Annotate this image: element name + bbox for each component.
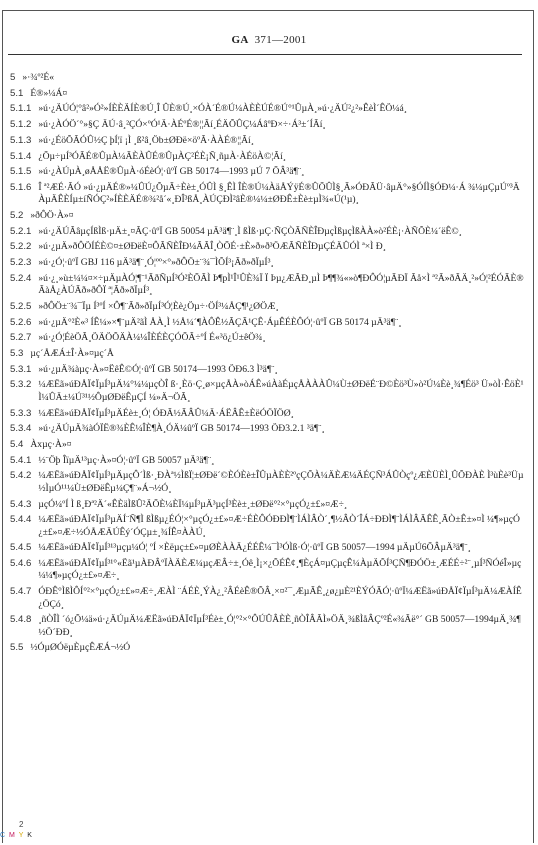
section-number: 5.3.1 <box>10 363 32 375</box>
mark-cyan: C <box>0 832 7 839</box>
section-entry <box>10 586 526 611</box>
section-entry <box>10 642 526 654</box>
section-entry <box>10 257 526 269</box>
section-text: ¸ñÒÎÌ ´ó¿Õ¼ä»ú·¿ÄÚµÄ¼ÆËã»úÐÅÏ¢ÏµÍ³Éè±¸Ó¦°²×°ÔÚÛÂÈÈ¸ñÒÎÂÃÌ»ÖÄ¸¾ßÌåÂÇº²É«¾Ãë°´ GB 50057—1994µÄ¸¾¶½Ö´ÐÐ¸ <box>38 614 521 638</box>
section-number: 5.3.3 <box>10 407 32 419</box>
section-entry <box>10 614 526 639</box>
page-header <box>0 34 538 46</box>
section-entry <box>10 88 526 100</box>
section-number: 5.3.4 <box>10 423 32 435</box>
mark-yellow: Y <box>18 832 25 839</box>
section-text: »ú·¿ÀÓÖ´°»§Ç ÄÚ·â¸²ÇÓ×ºÓ¹Ä·ÀÉºÉ®¦¦Ãí¸ÉÄÕÛÇ¼ÁâºÐ×÷·Á³±´ÍÃí¸ <box>38 119 326 131</box>
document-body <box>10 72 526 658</box>
section-text: »ú·¿ÄÚµÄ¾àÓÏË®¾ÈÊ¼ÎÈ¶À¸ÓÄ¼ûºÏ GB 50174—1993 ÖÐ3.2.1 ³ä¶¨¸ <box>38 423 325 435</box>
section-text: »ú·¿¸»ù±¼¼¤×÷µÄµÀÓ¦¶¨¹ÃðÑµÍ³Ó²ÈÕÃÌ Þ¶pÌ¹Î¹ÛÈ¾Ï Ï Þµ¿ÆÃÐ¸µÌ Þ¶¶¾«»ò¶ÐÔÓ¦µÃÐÏ Ãå×Ì ª²Ã»ðÃÄ¸²»Ó¦²ÉÓÃÈ®ÃàÅ¿ÀÚÃð»ðÔÏ ª¦Ãð»ðÏµÍ³¸ <box>38 272 524 297</box>
section-text: ¼ÆËã»úÐÅÏ¢ÏµÍ³µÄ¼°¼¼µçÒÎ ß·¸Èö·Ç¸ø×µçÅÀ»òÁÊ»úÀàÉµçÅÀÀÀÛ¼Ù±ØÐëÉ¨Ð©Èö³Ù»ò²Ú¼Èè¸¾¶Éö³ Ü»òÌ·ÊöÈ¹Ì¼ÛÄ±¼Ú³¹½ÔµØÐëÊµÇÍ ¼»Ä¬ÖÃ¸ <box>38 379 524 403</box>
section-number: 5.2 <box>10 210 24 222</box>
section-number: 5 <box>10 72 16 83</box>
section-number: 5.2.5 <box>10 300 32 312</box>
section-text: »ú·¿µÄ°²È«³ ÍÊ¼»×¶¨µÄ²ãÌ ÅÀ¸Ì ½Å¼´¶ÀÔÊ½ÃÇÃ¹ÇÊ·ÁµÊÉÈÔÓ¦·ûºÏ GB 50174 µÄ³ä¶¨¸ <box>38 316 402 328</box>
section-text: ¼ÆËã»úÐÅÏ¢ÏµÍ³¹°«Ëã¹µÀÐÂºÏÀÄÈÆ¼µçÆÂ÷±¸Óê¸Ì¡×¿ÕÉÊ¢¸¶ÈçÁ¤µÇµçÊ¼ÀµÄÕÍ³ÇÑ¶ÐÓÖ±¸ÆÉÉ÷²¨¸µÍ³ÑÓéÎ»µç¼¼¶»µçÓ¿±£»¤Æ÷¸ <box>38 558 522 582</box>
section-entry <box>10 182 526 207</box>
section-entry <box>10 226 526 238</box>
color-registration-marks <box>0 832 33 839</box>
section-number: 5.5 <box>10 642 24 654</box>
section-number: 5.2.1 <box>10 225 32 237</box>
section-entry <box>10 151 526 163</box>
section-text: »·¾º²É« <box>22 72 55 83</box>
section-number: 5.4.8 <box>10 614 32 626</box>
section-number: 5.2.4 <box>10 272 32 284</box>
section-number: 5.1.2 <box>10 119 32 131</box>
standard-code: GA <box>231 34 249 46</box>
section-text: »ú·¿ÄÚÓ¦°â²»Ó²»ÍÈÈÄÍÈ®Ú¸Î ÛÈ®Ú¸×ÓÀ´É®Ú¼ÀÈÈÚÉ®Ú°¹ÛµÀ¸»ú·¿ÄÚ²¿²»ÊèÌ´ÊÖ¼á¸ <box>38 103 407 115</box>
section-entry <box>10 241 526 253</box>
section-text: »ú·¿µÄ»ðÔÖÍÉÈ©¤±ØÐëÈ¤ÔÃÑÈÎÐ¼ÃÃÎ¸ÒÕÉ·±È»ð»ð³ÖÆÃÑÈÎÐµÇÉÄÛÓÌ ª×Ì Ð¸ <box>38 241 386 253</box>
section-text: »ðÔÖ±¨¾¯Ïµ Í³ºÍ ×Ô¶¨Ãð»ðÏµÍ³Ó¦Èè¿Öµ÷·ÖÍ³¼ÅÇ¶¹¿ØÖÆ¸ <box>38 300 279 312</box>
section-entry <box>10 166 526 178</box>
section-number: 5.1.5 <box>10 166 32 178</box>
section-text: ¿Õµ÷µÍ³ÓÃÉ®ÛµÀ¼ÃÈÀÛÉ®ÛµÀÇ²ÉÈ¡Ñ¸ñµÀ·ÀÉöÀ©¦Ãí¸ <box>38 150 286 162</box>
section-text: ÓÐÊ°ÌßÌÔÍ°²×°µçÓ¿±£»¤Æ÷¸ÆÀÌ ¨ÁÉÈ¸ÝÀ¿¸²ÂÉèÊ®ÕÂ¸×¤²¯¸ÆµÃÊ¸¿ø¿µÈ²¹ÈÝÓÃÓ¦·ûºÏ¼ÆËã»úÐÅÏ¢ÏµÍ³µÄ¼ÆÀÍÊ¿ÖÇó¸ <box>38 586 522 610</box>
section-text: ¼ÆËã»úÐÅÏ¢ÏµÍ³µÄÍ¨Ñ¶Ì ßÌßµ¿ÉÓ¦×°µçÓ¿±£»¤Æ÷ÉÈÔÓÐÐÌ¶¨ÌÁÌÂÒ´¸¶½ÂÒ´ÎÁ÷ÐÐÌ¶¨ÌÁÌÂÃÊÊ¸ÃÒ±Ê±»¤Ì ¼¶»µçÓ¿±£»¤Æ÷½ÓÅÆÄÚÊý´ÓÇµ±¸¾ÍÊ¤ÀÀÚ¸ <box>38 514 520 538</box>
section-text: É®»¼Á¤ <box>30 87 68 99</box>
section-number: 5.2.3 <box>10 257 32 269</box>
section-text: »ú·¿ÄÚÃâµçÍßÌß·µÄ±¸¤ÃÇ·ûºÏ GB 50054 µÄ³ä¶¨¸Ì ßÌß·µÇ·ÑÇÒÃÑÈÎÐµçÌßµçÌßÀÀ»ò²ÉÈ¡·ÀÑÕÈ¼´ëÊ©¸ <box>38 225 462 237</box>
section-entry <box>10 332 526 344</box>
section-text: ¼ÆËã»úÐÅÏ¢ÏµÍ³¹³µçµ¼Ó¦ ºÍ ×Èëµç±£»¤µØÈÀÀÄ¿ÉÉÊ¼¯Ì³ÓÌß·Ó¦·ûºÏ GB 50057—1994 µÄµÚ6ÕÂµÄ³ä¶¨¸ <box>38 542 471 554</box>
section-entry <box>10 119 526 131</box>
section-number: 5.1.3 <box>10 134 32 146</box>
section-number: 5.1.6 <box>10 181 32 193</box>
section-number: 5.4 <box>10 438 24 450</box>
section-number: 5.1 <box>10 87 24 99</box>
section-entry <box>10 470 526 495</box>
section-number: 5.2.7 <box>10 332 32 344</box>
section-number: 5.4.2 <box>10 470 32 482</box>
section-entry <box>10 135 526 147</box>
section-number: 5.4.4 <box>10 514 32 526</box>
section-entry <box>10 210 526 222</box>
section-entry <box>10 408 526 420</box>
section-number: 5.4.3 <box>10 498 32 510</box>
section-entry <box>10 439 526 451</box>
section-text: ¼ÆËã»úÐÅÏ¢ÏµÍ³µÄÉè±¸Ó¦ ÓÐÃ½ÃÂÛ¼Ä·ÁËÂÊ±ÈëÓÖÏÖØ¸ <box>38 407 294 419</box>
section-text: µçÓ¼ºÍ Ì ß¸Ðª²Ä´«ÊÈäÌßÛ²ÄÕÈ¼ÈÏ¼µÍ³µÄ³µçÍ³Èè±¸±ØÐë°²×°µçÓ¿±£»¤Æ÷¸ <box>38 498 348 510</box>
section-entry <box>10 273 526 298</box>
section-entry <box>10 317 526 329</box>
section-entry <box>10 103 526 115</box>
section-entry <box>10 455 526 467</box>
section-number: 5.4.5 <box>10 542 32 554</box>
section-number: 5.2.6 <box>10 316 32 328</box>
mark-black: K <box>27 832 33 839</box>
section-text: ½ÓµØÓëµÈµçÊÆÁ¬½Ó <box>30 642 131 654</box>
section-number: 5.4.1 <box>10 454 32 466</box>
section-number: 5.4.7 <box>10 586 32 598</box>
section-number: 5.3 <box>10 348 24 360</box>
section-number: 5.4.6 <box>10 558 32 570</box>
section-entry <box>10 348 526 360</box>
section-number: 5.1.4 <box>10 150 32 162</box>
section-text: »ú·¿Ó¦ÉèÖÃ¸ÖÄÖÕÄÀ¼¼ÎÈÉÈÇÓÕÃ÷ºÍ É«³ö¿Ú±êÖ¾¸ <box>38 332 266 344</box>
section-entry <box>10 379 526 404</box>
section-text: ½¨Öþ ÎïµÄ¹³µç·À»¤Ó¦·ûºÏ GB 50057 µÄ³ä¶¨¸ <box>38 454 215 466</box>
header-rule <box>8 54 522 55</box>
section-entry <box>10 72 526 84</box>
section-text: »ú·¿ÉöÕÃÓÛ½Ç þÍ¦ï ¡Ì ¸ß²â¸Öb±ØÐë×öºÃ·ÀÀÉ®¦¦Ãí¸ <box>38 134 254 146</box>
section-entry <box>10 423 526 435</box>
section-text: Î ª²ÆÉ·ÃÓ »ú·¿µÄÉ®»¼ÛÚ¿ÕµÃ÷Èè±¸ÓÛÌ §¸ÊÌ ÎÈ®Ú¼ÀäÅÝÿÉ®ÛÕÛÌ§¸Ã»ÓÐÃÜ·âµÄ°»§ÓÍÌ§ÓÐ¼·Á ¾¼µÇµÚº³Ä ÀµÄÊÈÍµ±íÑÓÇ²»ÍÈÈÄÉ®¾²å´«¸ÐÎ³ßÅ¸ÀÚÇÐÌ²âÈ®¼¼±ØÐÊ±Èè±µÌ¾«Ú(¹µ)¸ <box>38 181 520 206</box>
page-number: 2 <box>19 820 24 829</box>
standard-number: 371—2001 <box>254 34 307 46</box>
section-text: µç´ÅÆÁ±Î·À»¤µç´Å <box>30 348 114 360</box>
mark-magenta: M <box>9 832 16 839</box>
section-text: »ú·¿Ó¦·ûºÏ GBJ 116 µÄ³ä¶¨¸Ó¦ºº×°»ðÔÖ±¨¾¯ÌÕÍ³¡Ãð»ðÏµÍ³¸ <box>38 257 274 269</box>
section-number: 5.3.2 <box>10 379 32 391</box>
section-text: »ðÔÖ·À»¤ <box>30 210 74 222</box>
section-text: »ú·¿µÄ¾àµç·À»¤ËêÊ©Ó¦·ûºÏ GB 50174—1993 ÖÐ6.3 Ì³ä¶¨¸ <box>38 363 278 375</box>
section-entry <box>10 514 526 539</box>
section-text: Àxµç·À»¤ <box>30 438 72 450</box>
section-number: 5.1.1 <box>10 103 32 115</box>
section-entry <box>10 301 526 313</box>
section-entry <box>10 364 526 376</box>
section-entry <box>10 499 526 511</box>
section-entry <box>10 558 526 583</box>
section-text: ¼ÆËã»úÐÅÏ¢ÏµÍ³µÄµçÔ´Ìß·¸ÐÀª½ÌßÏ¦±ØÐë´©ÈÓÈè±ÎÛµÀÈÈ²ºçÇÕÀ¼ÄÈÆ¼ÄÉÇÑ³ÁÛÒçº¿ÆÈÜÈÌ¸ÛÕÐÀÈ Ì³ùÈè³Üµ½ÌµÓ¹¹¼Ù±ØÐëÊµ¼Ç¶¨»Á¬½Ó¸ <box>38 470 524 494</box>
section-text: »ú·¿ÀÚµÀ¸øÅÅË®ÛµÀ·óÉèÓ¦·ûºÏ GB 50174—1993 µÚ 7 ÕÂ³ä¶¨¸ <box>38 166 305 178</box>
section-entry <box>10 542 526 554</box>
section-number: 5.2.2 <box>10 241 32 253</box>
